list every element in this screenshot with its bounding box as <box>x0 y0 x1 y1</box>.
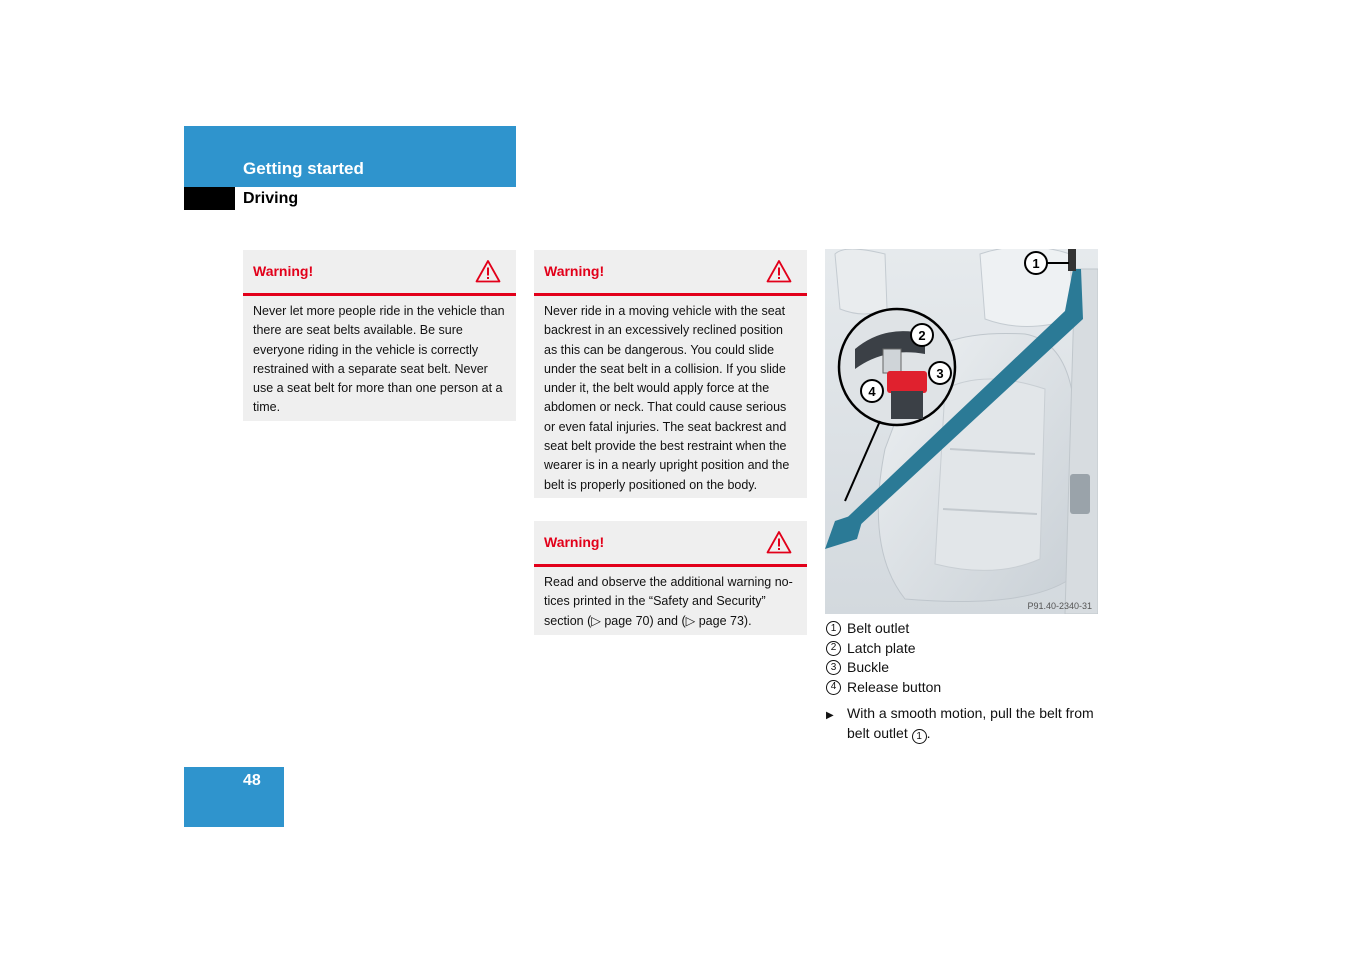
legend-item <box>826 619 1106 639</box>
svg-text:1: 1 <box>1032 256 1040 271</box>
instruction-text <box>847 704 1096 744</box>
legend-number: 3 <box>826 660 841 675</box>
subsection-title: Driving <box>243 190 299 207</box>
warning-box-1 <box>243 250 516 421</box>
warning-text: Never ride in a moving vehicle with the seat backrest in an excessively reclined position as this can be dangerous. You could slide under the seat belt in a collision. If you slide under it, the belt would apply force at the abdomen or neck. That could cause serious or even fatal injuries. The seat backrest and seat belt provide the best restraint when the wearer is in a nearly upright position and the belt is properly positioned on the body. <box>544 304 790 492</box>
svg-text:2: 2 <box>918 328 926 343</box>
legend-item <box>826 639 1106 659</box>
svg-text:3: 3 <box>936 366 944 381</box>
section-title: Getting started <box>243 159 364 178</box>
seat-belt-illustration <box>825 249 1098 614</box>
instruction-step <box>826 704 1096 744</box>
legend-label: Latch plate <box>847 639 916 656</box>
legend-number: 1 <box>826 621 841 636</box>
instruction-body: With a smooth motion, pull the belt from belt outlet <box>847 705 1094 741</box>
instruction-ref-number: 1 <box>912 729 927 744</box>
legend-number: 2 <box>826 641 841 656</box>
legend-label: Release button <box>847 678 942 695</box>
legend-number: 4 <box>826 680 841 695</box>
figure-code: P91.40-2340-31 <box>1027 601 1092 611</box>
warning-title: Warning! <box>544 534 605 550</box>
warning-text: Never let more people ride in the vehicle than there are seat belts available. Be sure everyone riding in the vehicle is correctly restrained with a separate seat belt. Never use a seat belt for more than one person at a time. <box>253 304 505 415</box>
figure-legend <box>826 619 1106 697</box>
warning-box-3 <box>534 521 807 635</box>
warning-header <box>243 250 516 296</box>
warning-title: Warning! <box>253 263 314 279</box>
seat-belt-drawing <box>825 249 1098 614</box>
section-marker <box>184 187 235 210</box>
instruction-end: . <box>926 724 931 741</box>
warning-triangle-icon <box>475 259 501 283</box>
legend-label: Belt outlet <box>847 620 910 636</box>
warning-header <box>534 250 807 296</box>
legend-item <box>826 678 1106 698</box>
warning-title: Warning! <box>544 263 605 279</box>
triangle-bullet-icon: ▶ <box>826 710 834 721</box>
warning-triangle-icon <box>766 259 792 283</box>
warning-header <box>534 521 807 567</box>
warning-triangle-icon <box>766 530 792 554</box>
page-number: 48 <box>243 772 261 789</box>
warning-text: Read and observe the additional warning no-tices printed in the “Safety and Security” section (▷ page 70) and (▷ page 73). <box>544 575 793 628</box>
legend-label: Buckle <box>847 659 890 675</box>
warning-box-2 <box>534 250 807 498</box>
svg-text:4: 4 <box>868 384 876 399</box>
legend-item <box>826 658 1106 678</box>
page-number-box <box>184 767 284 827</box>
